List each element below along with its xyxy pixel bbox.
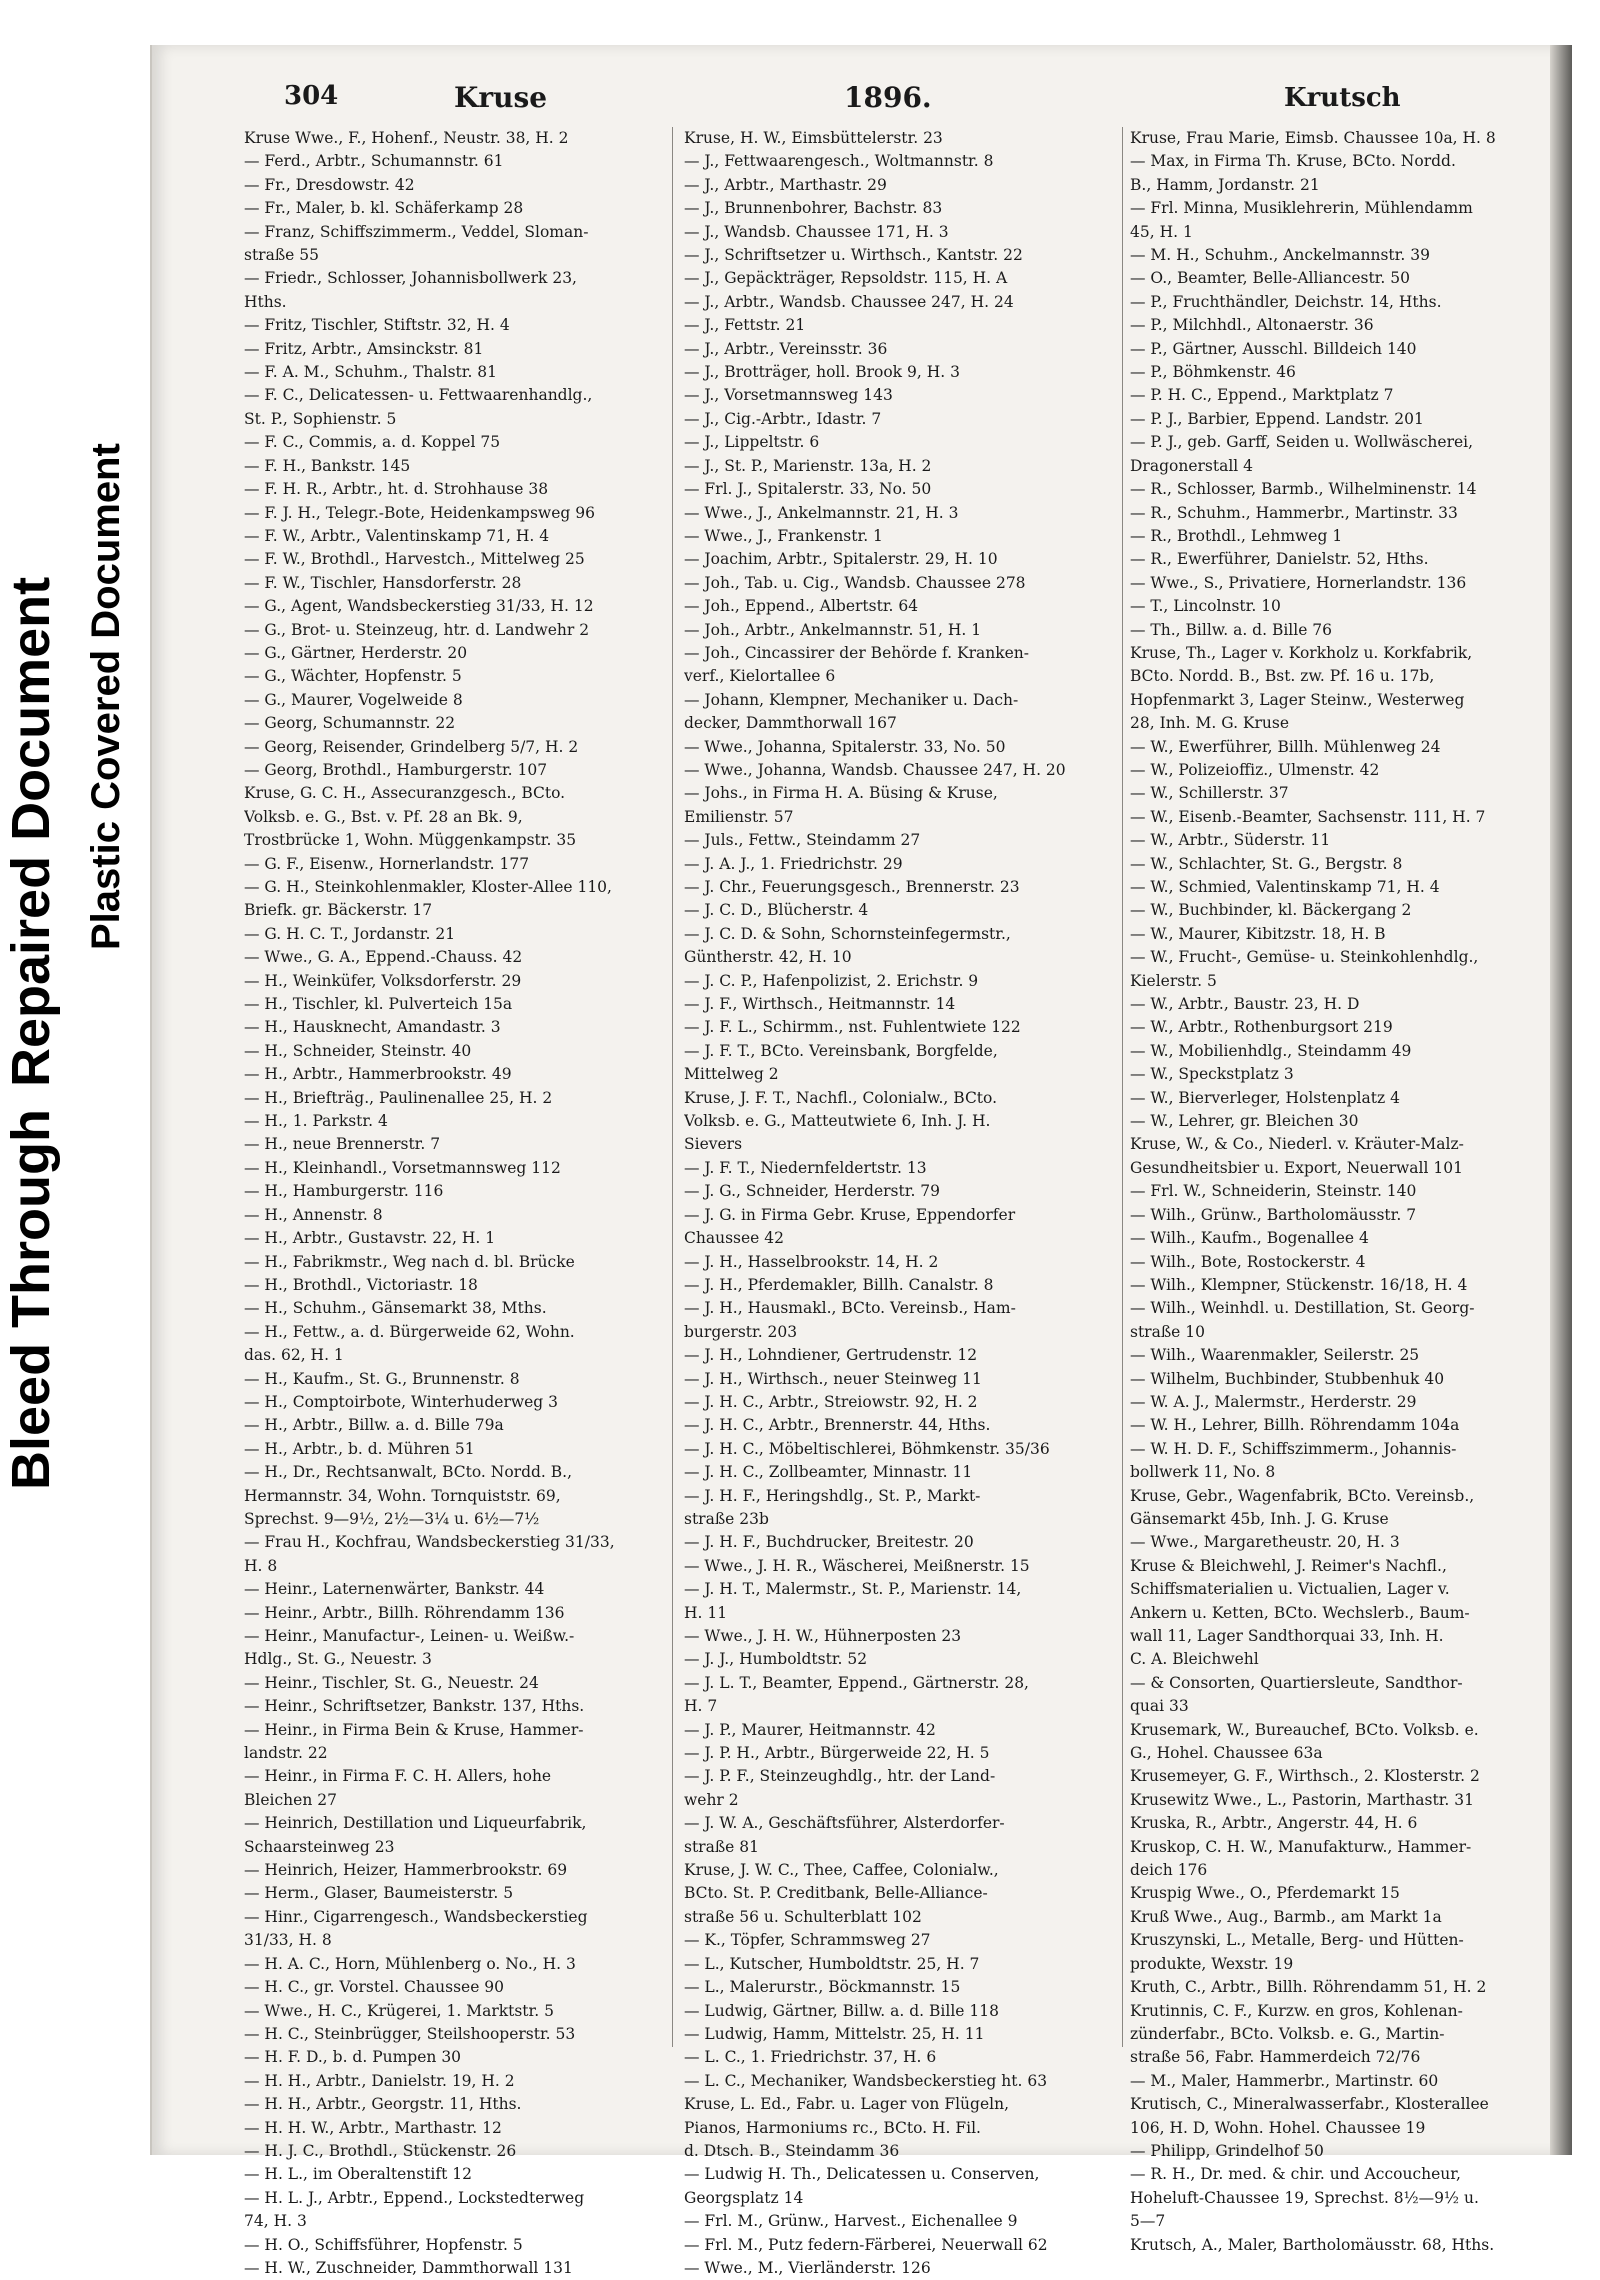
directory-entry: — J. C. P., Hafenpolizist, 2. Erichstr. 9 (684, 971, 979, 990)
directory-entry: Krutinnis, C. F., Kurzw. en gros, Kohlenan- (1130, 2001, 1463, 2020)
column-divider (672, 127, 673, 2047)
directory-entry: — J., Arbtr., Vereinsstr. 36 (684, 339, 888, 358)
directory-entry: — Juls., Fettw., Steindamm 27 (684, 831, 921, 850)
directory-entry: Kruse Wwe., F., Hohenf., Neustr. 38, H. 2 (244, 129, 569, 147)
directory-entry: — H. H. W., Arbtr., Marthastr. 12 (244, 2118, 502, 2137)
directory-entry: — H. W., Zuschneider, Dammthorwall 131 (244, 2258, 573, 2277)
directory-entry: — W., Maurer, Kibitzstr. 18, H. B (1130, 924, 1386, 943)
directory-entry: — R., Schuhm., Hammerbr., Martinstr. 33 (1130, 503, 1458, 522)
directory-entry: — H., Dr., Rechtsanwalt, BCto. Nordd. B., (244, 1463, 573, 1482)
directory-entry: Hdlg., St. G., Neuestr. 3 (244, 1650, 432, 1669)
directory-entry: — Wwe., Johanna, Wandsb. Chaussee 247, H. 20 (684, 760, 1066, 779)
directory-entry: — H., Schuhm., Gänsemarkt 38, Mths. (244, 1299, 547, 1318)
directory-entry: straße 55 (244, 246, 320, 265)
directory-entry: Kruspig Wwe., O., Pferdemarkt 15 (1130, 1884, 1400, 1903)
directory-entry: — Heinr., Manufactur-, Leinen- u. Weißw.- (244, 1627, 575, 1645)
directory-entry: — R., Schlosser, Barmb., Wilhelminenstr. 14 (1130, 480, 1477, 499)
directory-entry: — H., Comptoirbote, Winterhuderweg 3 (244, 1392, 559, 1411)
directory-entry: — J. H. C., Arbtr., Streiowstr. 92, H. 2 (684, 1392, 978, 1411)
directory-entry: Krusewitz Wwe., L., Pastorin, Marthastr. 31 (1130, 1790, 1475, 1809)
directory-entry: — H. C., gr. Vorstel. Chaussee 90 (244, 1978, 505, 1997)
directory-entry: — J., Brotträger, holl. Brook 9, H. 3 (684, 363, 960, 382)
directory-entry: — J. F. T., BCto. Vereinsbank, Borgfelde, (684, 1041, 998, 1060)
directory-entry: BCto. Nordd. B., Bst. zw. Pf. 16 u. 17b, (1130, 667, 1435, 686)
directory-entry: — Th., Billw. a. d. Bille 76 (1130, 620, 1333, 639)
directory-entry: — L. C., 1. Friedrichstr. 37, H. 6 (684, 2048, 937, 2067)
directory-entry: — H. A. C., Horn, Mühlenberg o. No., H. 3 (244, 1954, 576, 1973)
directory-entry: — H., Briefträg., Paulinenallee 25, H. 2 (244, 1088, 553, 1107)
directory-entry: — Wwe., M., Vierländerstr. 126 (684, 2258, 931, 2277)
directory-entry: — F. C., Delicatessen- u. Fettwaarenhandlg., (244, 386, 593, 405)
directory-entry: Kruse & Bleichwehl, J. Reimer's Nachfl., (1130, 1556, 1447, 1575)
directory-entry: Georgsplatz 14 (684, 2188, 804, 2207)
directory-entry: Gänsemarkt 45b, Inh. J. G. Kruse (1130, 1509, 1389, 1528)
directory-entry: — Wilh., Weinhdl. u. Destillation, St. Georg- (1130, 1299, 1475, 1318)
directory-entry: — J. H., Wirthsch., neuer Steinweg 11 (684, 1369, 982, 1388)
scanned-page (150, 45, 1572, 2277)
directory-column-1 (244, 127, 664, 2280)
directory-entry: Kielerstr. 5 (1130, 971, 1217, 990)
directory-entry: — J. C. D. & Sohn, Schornsteinfegermstr., (684, 924, 1011, 943)
directory-entry: — J. H. F., Buchdrucker, Breitestr. 20 (684, 1533, 974, 1552)
directory-entry: — F. W., Brothdl., Harvestch., Mittelweg 25 (244, 550, 585, 569)
directory-entry: — J., Brunnenbohrer, Bachstr. 83 (684, 199, 943, 218)
directory-entry: produkte, Wexstr. 19 (1130, 1954, 1294, 1973)
directory-entry: Briefk. gr. Bäckerstr. 17 (244, 901, 433, 920)
directory-entry: — H. L., im Oberaltenstift 12 (244, 2165, 473, 2184)
directory-entry: Schiffsmaterialien u. Victualien, Lager v. (1130, 1580, 1450, 1599)
directory-entry: — Franz, Schiffszimmerm., Veddel, Sloman- (244, 222, 589, 241)
directory-entry: — Frl. W., Schneiderin, Steinstr. 140 (1130, 1182, 1417, 1201)
directory-entry: — H., Arbtr., Gustavstr. 22, H. 1 (244, 1229, 496, 1248)
directory-entry: — J., Vorsetmannsweg 143 (684, 386, 893, 405)
directory-entry: — J. H., Lohndiener, Gertrudenstr. 12 (684, 1346, 978, 1365)
directory-entry: — J. G. in Firma Gebr. Kruse, Eppendorfer (684, 1205, 1016, 1224)
directory-entry: — Joh., Arbtr., Ankelmannstr. 51, H. 1 (684, 620, 982, 639)
directory-entry: — Wilh., Grünw., Bartholomäusstr. 7 (1130, 1205, 1417, 1224)
directory-entry: Güntherstr. 42, H. 10 (684, 948, 852, 967)
directory-entry: d. Dtsch. B., Steindamm 36 (684, 2141, 900, 2160)
left-running-head: Kruse (454, 81, 548, 114)
directory-entry: — Ludwig, Hamm, Mittelstr. 25, H. 11 (684, 2024, 985, 2043)
directory-entry: Kruse, Gebr., Wagenfabrik, BCto. Vereinsb., (1130, 1486, 1475, 1505)
directory-entry: — J. H., Hasselbrookstr. 14, H. 2 (684, 1252, 939, 1271)
directory-entry: Emilienstr. 57 (684, 807, 794, 826)
directory-entry: — W., Eisenb.-Beamter, Sachsenstr. 111, H. 7 (1130, 807, 1486, 826)
side-label-primary (0, 577, 62, 1490)
directory-entry: — G., Gärtner, Herderstr. 20 (244, 643, 468, 662)
directory-entry: Kruth, C., Arbtr., Billh. Röhrendamm 51, H. 2 (1130, 1978, 1487, 1997)
directory-entry: — Frl. J., Spitalerstr. 33, No. 50 (684, 480, 932, 499)
directory-entry: — H., 1. Parkstr. 4 (244, 1112, 388, 1131)
directory-entry: Kruska, R., Arbtr., Angerstr. 44, H. 6 (1130, 1814, 1418, 1833)
column-divider (1122, 127, 1123, 2047)
directory-entry: — Joh., Eppend., Albertstr. 64 (684, 597, 919, 616)
directory-entry: — J., Fettstr. 21 (684, 316, 806, 335)
directory-entry: — P., Böhmkenstr. 46 (1130, 363, 1296, 382)
directory-entry: straße 10 (1130, 1322, 1206, 1341)
directory-entry: — J. P. F., Steinzeughdlg., htr. der Land- (684, 1767, 996, 1786)
directory-entry: — J., Wandsb. Chaussee 171, H. 3 (684, 222, 949, 241)
directory-entry: — W., Arbtr., Rothenburgsort 219 (1130, 1018, 1393, 1037)
bleed-through-label: Bleed Through (1, 1109, 61, 1490)
directory-entry: Sprechst. 9—9½, 2½—3¼ u. 6½—7½ (244, 1509, 540, 1528)
directory-entry: Kruse, L. Ed., Fabr. u. Lager von Flügeln, (684, 2095, 1010, 2114)
directory-entry: Schaarsteinweg 23 (244, 1837, 395, 1856)
directory-entry: — Herm., Glaser, Baumeisterstr. 5 (244, 1884, 514, 1903)
directory-entry: — Joh., Tab. u. Cig., Wandsb. Chaussee 278 (684, 573, 1026, 592)
directory-entry: — Wilh., Klempner, Stückenstr. 16/18, H. 4 (1130, 1275, 1468, 1294)
directory-entry: — H., Arbtr., Hammerbrookstr. 49 (244, 1065, 512, 1084)
directory-entry: — Max, in Firma Th. Kruse, BCto. Nordd. (1130, 152, 1456, 171)
directory-entry: — Wwe., Johanna, Spitalerstr. 33, No. 50 (684, 737, 1006, 756)
directory-entry: — H., Fettw., a. d. Bürgerweide 62, Wohn. (244, 1322, 575, 1341)
directory-entry: — W., Schillerstr. 37 (1130, 784, 1289, 803)
directory-entry: Kruse, J. W. C., Thee, Caffee, Colonialw., (684, 1861, 999, 1880)
directory-entry: H. 8 (244, 1556, 278, 1575)
directory-entry: — J. J., Humboldtstr. 52 (684, 1650, 868, 1669)
directory-entry: straße 56 u. Schulterblatt 102 (684, 1907, 922, 1926)
directory-entry: — R. H., Dr. med. & chir. und Accoucheur, (1130, 2165, 1461, 2184)
directory-entry: Sievers (684, 1135, 743, 1154)
directory-entry: 5—7 (1130, 2212, 1166, 2231)
directory-entry: — H., Weinküfer, Volksdorferstr. 29 (244, 971, 522, 990)
directory-entry: — H., neue Brennerstr. 7 (244, 1135, 441, 1154)
directory-entry: — F. W., Tischler, Hansdorferstr. 28 (244, 573, 522, 592)
directory-entry: — H. L. J., Arbtr., Eppend., Lockstedterweg (244, 2188, 585, 2207)
directory-entry: — Johs., in Firma H. A. Büsing & Kruse, (684, 784, 998, 803)
directory-entry: — J. H., Hausmakl., BCto. Vereinsb., Ham- (684, 1299, 1016, 1318)
directory-entry: — Fr., Dresdowstr. 42 (244, 175, 415, 194)
directory-entry: — J., Schriftsetzer u. Wirthsch., Kantstr. 22 (684, 246, 1023, 265)
directory-entry: — Heinr., in Firma Bein & Kruse, Hammer- (244, 1720, 584, 1739)
year-heading: 1896. (844, 81, 932, 114)
directory-entry: straße 81 (684, 1837, 760, 1856)
directory-entry: G., Hohel. Chaussee 63a (1130, 1744, 1323, 1763)
directory-entry: H. 7 (684, 1697, 718, 1716)
directory-entry: — J. Chr., Feuerungsgesch., Brennerstr. 23 (684, 878, 1020, 896)
directory-entry: — J. H. C., Arbtr., Brennerstr. 44, Hths. (684, 1416, 991, 1435)
directory-entry: landstr. 22 (244, 1744, 328, 1763)
directory-entry: — G., Agent, Wandsbeckerstieg 31/33, H. 12 (244, 597, 594, 616)
directory-entry: — Wwe., Margaretheustr. 20, H. 3 (1130, 1533, 1400, 1552)
directory-entry: Kruse, Frau Marie, Eimsb. Chaussee 10a, H. 8 (1130, 129, 1496, 147)
page-edge-shadow (1550, 45, 1572, 2155)
directory-entry: — P. H. C., Eppend., Marktplatz 7 (1130, 386, 1394, 405)
directory-entry: 28, Inh. M. G. Kruse (1130, 714, 1290, 733)
directory-entry: — G., Wächter, Hopfenstr. 5 (244, 667, 462, 686)
directory-entry: — Philipp, Grindelhof 50 (1130, 2141, 1324, 2160)
side-label-panel (0, 0, 130, 2177)
directory-entry: — H., Brothdl., Victoriastr. 18 (244, 1275, 478, 1294)
directory-entry: — Ludwig H. Th., Delicatessen u. Conserven, (684, 2165, 1040, 2184)
directory-entry: — Hinr., Cigarrengesch., Wandsbeckerstieg (244, 1907, 588, 1926)
directory-entry: — Georg, Brothdl., Hamburgerstr. 107 (244, 760, 548, 779)
directory-entry: — W., Polizeioffiz., Ulmenstr. 42 (1130, 760, 1380, 779)
directory-entry: — G., Brot- u. Steinzeug, htr. d. Landwehr 2 (244, 620, 590, 639)
directory-entry: — J. P. H., Arbtr., Bürgerweide 22, H. 5 (684, 1744, 990, 1763)
directory-entry: — Wwe., G. A., Eppend.-Chauss. 42 (244, 948, 523, 967)
directory-entry: Kruse, W., & Co., Niederl. v. Kräuter-Malz- (1130, 1135, 1464, 1154)
directory-entry: — F. H., Bankstr. 145 (244, 456, 411, 475)
directory-entry: — H., Tischler, kl. Pulverteich 15a (244, 995, 513, 1014)
directory-entry: deich 176 (1130, 1861, 1208, 1880)
directory-entry: Kruszynski, L., Metalle, Berg- und Hütten- (1130, 1931, 1464, 1950)
directory-entry: Kruskop, C. H. W., Manufakturw., Hammer- (1130, 1837, 1472, 1856)
directory-entry: — Heinr., in Firma F. C. H. Allers, hohe (244, 1767, 552, 1786)
directory-entry: C. A. Bleichwehl (1130, 1650, 1259, 1669)
directory-entry: — W., Ewerführer, Billh. Mühlenweg 24 (1130, 737, 1441, 756)
directory-entry: — Heinr., Schriftsetzer, Bankstr. 137, Hths. (244, 1697, 585, 1716)
directory-entry: — H., Kaufm., St. G., Brunnenstr. 8 (244, 1369, 520, 1388)
directory-entry: — H., Arbtr., Billw. a. d. Bille 79a (244, 1416, 504, 1435)
directory-entry: — Frl. Minna, Musiklehrerin, Mühlendamm (1130, 199, 1473, 218)
directory-entry: — Heinr., Arbtr., Billh. Röhrendamm 136 (244, 1603, 565, 1622)
directory-entry: Kruß Wwe., Aug., Barmb., am Markt 1a (1130, 1907, 1442, 1926)
directory-entry: — H. J. C., Brothdl., Stückenstr. 26 (244, 2141, 517, 2160)
directory-entry: — Friedr., Schlosser, Johannisbollwerk 23, (244, 269, 577, 288)
directory-entry: — W., Mobilienhdlg., Steindamm 49 (1130, 1041, 1412, 1060)
directory-entry: wall 11, Lager Sandthorquai 33, Inh. H. (1130, 1627, 1444, 1645)
directory-entry: Ankern u. Ketten, BCto. Wechslerb., Baum- (1130, 1603, 1470, 1622)
directory-entry: — P. J., geb. Garff, Seiden u. Wollwäscherei, (1130, 433, 1474, 452)
directory-entry: — W., Arbtr., Baustr. 23, H. D (1130, 995, 1360, 1014)
directory-entry: — J. W. A., Geschäftsführer, Alsterdorfer- (684, 1814, 1005, 1833)
directory-entry: — J. G., Schneider, Herderstr. 79 (684, 1182, 941, 1201)
directory-entry: — W., Frucht-, Gemüse- u. Steinkohlenhdlg., (1130, 948, 1479, 967)
directory-entry: — L., Malerurstr., Böckmannstr. 15 (684, 1978, 961, 1997)
directory-entry: — Heinrich, Heizer, Hammerbrookstr. 69 (244, 1861, 568, 1880)
directory-entry: — Wwe., J. H. W., Hühnerposten 23 (684, 1627, 962, 1645)
directory-entry: Krutisch, C., Mineralwasserfabr., Klosterallee (1130, 2095, 1489, 2114)
directory-column-2 (684, 127, 1116, 2280)
directory-entry: — L., Kutscher, Humboldtstr. 25, H. 7 (684, 1954, 980, 1973)
directory-entry: Hoheluft-Chaussee 19, Sprechst. 8½—9½ u. (1130, 2188, 1479, 2207)
directory-entry: — F. H. R., Arbtr., ht. d. Strohhause 38 (244, 480, 549, 499)
directory-entry: — J. H. C., Möbeltischlerei, Böhmkenstr. 35/36 (684, 1439, 1050, 1458)
directory-entry: St. P., Sophienstr. 5 (244, 409, 397, 428)
directory-entry: H. 11 (684, 1603, 728, 1622)
directory-entry: — J. C. D., Blücherstr. 4 (684, 901, 869, 920)
directory-entry: Gesundheitsbier u. Export, Neuerwall 101 (1130, 1158, 1463, 1177)
directory-entry: — H. H., Arbtr., Georgstr. 11, Hths. (244, 2095, 522, 2114)
directory-entry: — Fr., Maler, b. kl. Schäferkamp 28 (244, 199, 524, 218)
directory-entry: — Joh., Cincassirer der Behörde f. Kranken- (684, 643, 1030, 662)
directory-entry: — Ludwig, Gärtner, Billw. a. d. Bille 118 (684, 2001, 999, 2020)
directory-entry: — W., Speckstplatz 3 (1130, 1065, 1294, 1084)
directory-entry: — Wwe., J., Frankenstr. 1 (684, 526, 883, 545)
directory-entry: — K., Töpfer, Schrammsweg 27 (684, 1931, 931, 1950)
directory-entry: — Georg, Reisender, Grindelberg 5/7, H. 2 (244, 737, 579, 756)
directory-entry: — Heinrich, Destillation und Liqueurfabrik, (244, 1814, 587, 1833)
directory-entry: — W., Schmied, Valentinskamp 71, H. 4 (1130, 878, 1440, 896)
directory-entry: — J. L. T., Beamter, Eppend., Gärtnerstr. 28, (684, 1673, 1029, 1692)
directory-entry: — G. H. C. T., Jordanstr. 21 (244, 924, 456, 943)
directory-entry: — & Consorten, Quartiersleute, Sandthor- (1130, 1673, 1463, 1692)
directory-entry: — J., Gepäckträger, Repsoldstr. 115, H. A (684, 269, 1008, 288)
directory-entry: — Frl. M., Putz federn-Färberei, Neuerwall 62 (684, 2235, 1048, 2254)
directory-entry: — R., Brothdl., Lehmweg 1 (1130, 526, 1343, 545)
directory-entry: — J., Cig.-Arbtr., Idastr. 7 (684, 409, 882, 428)
directory-entry: — F. A. M., Schuhm., Thalstr. 81 (244, 363, 498, 382)
directory-entry: Kruse, H. W., Eimsbüttelerstr. 23 (684, 129, 943, 147)
directory-entry: — Wilh., Waarenmakler, Seilerstr. 25 (1130, 1346, 1420, 1365)
directory-entry: — T., Lincolnstr. 10 (1130, 597, 1281, 616)
directory-entry: wehr 2 (684, 1790, 739, 1809)
directory-entry: — J. H. T., Malermstr., St. P., Marienstr. 14, (684, 1580, 1022, 1599)
directory-entry: decker, Dammthorwall 167 (684, 714, 897, 733)
directory-entry: bollwerk 11, No. 8 (1130, 1463, 1276, 1482)
directory-entry: — R., Ewerführer, Danielstr. 52, Hths. (1130, 550, 1429, 569)
directory-entry: Hermannstr. 34, Wohn. Tornquiststr. 69, (244, 1486, 561, 1505)
plastic-covered-label: Plastic Covered Document (84, 443, 128, 950)
page-header (284, 81, 1484, 121)
repaired-document-label: Repaired Document (1, 576, 61, 1088)
directory-entry: — Heinr., Tischler, St. G., Neuestr. 24 (244, 1673, 539, 1692)
directory-entry: — J. F., Wirthsch., Heitmannstr. 14 (684, 995, 956, 1014)
directory-entry: — J., St. P., Marienstr. 13a, H. 2 (684, 456, 932, 475)
directory-entry: — H. C., Steinbrügger, Steilshooperstr. 53 (244, 2024, 576, 2043)
directory-entry: Trostbrücke 1, Wohn. Müggenkampstr. 35 (244, 831, 577, 850)
directory-entry: — O., Beamter, Belle-Alliancestr. 50 (1130, 269, 1410, 288)
directory-entry: — M., Maler, Hammerbr., Martinstr. 60 (1130, 2071, 1439, 2090)
directory-entry: 31/33, H. 8 (244, 1931, 332, 1950)
directory-entry: — H. F. D., b. d. Pumpen 30 (244, 2048, 462, 2067)
directory-column-3 (1130, 127, 1548, 2257)
directory-entry: — H., Hamburgerstr. 116 (244, 1182, 444, 1201)
directory-entry: Hths. (244, 292, 287, 311)
directory-entry: Bleichen 27 (244, 1790, 337, 1809)
right-running-head: Krutsch (1284, 83, 1401, 113)
directory-entry: verf., Kielortallee 6 (684, 667, 836, 686)
directory-entry: — J., Arbtr., Wandsb. Chaussee 247, H. 24 (684, 292, 1014, 311)
directory-entry: burgerstr. 203 (684, 1322, 798, 1341)
directory-entry: Krusemark, W., Bureauchef, BCto. Volksb. e. (1130, 1720, 1479, 1739)
directory-entry: — H. H., Arbtr., Danielstr. 19, H. 2 (244, 2071, 515, 2090)
directory-entry: 106, H. D, Wohn. Hohel. Chaussee 19 (1130, 2118, 1426, 2137)
directory-entry: — Fritz, Tischler, Stiftstr. 32, H. 4 (244, 316, 510, 335)
directory-entry: — W., Buchbinder, kl. Bäckergang 2 (1130, 901, 1412, 920)
directory-entry: — J. P., Maurer, Heitmannstr. 42 (684, 1720, 936, 1739)
directory-entry: — J. H., Pferdemakler, Billh. Canalstr. 8 (684, 1275, 994, 1294)
directory-entry: Kruse, J. F. T., Nachfl., Colonialw., BCto. (684, 1088, 998, 1107)
directory-entry: — H., Hausknecht, Amandastr. 3 (244, 1018, 501, 1037)
directory-entry: — G. H., Steinkohlenmakler, Kloster-Allee 110, (244, 878, 612, 896)
directory-entry: B., Hamm, Jordanstr. 21 (1130, 175, 1320, 194)
directory-entry: Volksb. e. G., Matteutwiete 6, Inh. J. H. (684, 1112, 991, 1131)
directory-entry: — Johann, Klempner, Mechaniker u. Dach- (684, 690, 1019, 709)
directory-entry: — Wwe., J. H. R., Wäscherei, Meißnerstr. 15 (684, 1556, 1030, 1575)
directory-entry: — Wilhelm, Buchbinder, Stubbenhuk 40 (1130, 1369, 1445, 1388)
directory-entry: — Joachim, Arbtr., Spitalerstr. 29, H. 10 (684, 550, 998, 569)
directory-entry: — H., Annenstr. 8 (244, 1205, 383, 1224)
directory-entry: — Wwe., S., Privatiere, Hornerlandstr. 136 (1130, 573, 1467, 592)
directory-entry: — Wilh., Kaufm., Bogenallee 4 (1130, 1229, 1369, 1248)
directory-entry: — H., Kleinhandl., Vorsetmannsweg 112 (244, 1158, 561, 1177)
directory-entry: — G. F., Eisenw., Hornerlandstr. 177 (244, 854, 530, 873)
directory-entry: Chaussee 42 (684, 1229, 784, 1248)
directory-entry: — J., Fettwaarengesch., Woltmannstr. 8 (684, 152, 994, 171)
directory-entry: — F. J. H., Telegr.-Bote, Heidenkampsweg 96 (244, 503, 595, 522)
directory-entry: — Ferd., Arbtr., Schumannstr. 61 (244, 152, 504, 171)
directory-entry: — Frau H., Kochfrau, Wandsbeckerstieg 31/33, (244, 1533, 615, 1552)
directory-entry: — Heinr., Laternenwärter, Bankstr. 44 (244, 1580, 545, 1599)
directory-entry: — J. H. C., Zollbeamter, Minnastr. 11 (684, 1463, 973, 1482)
directory-entry: — W. H. D. F., Schiffszimmerm., Johannis- (1130, 1439, 1457, 1458)
directory-entry: Volksb. e. G., Bst. v. Pf. 28 an Bk. 9, (244, 807, 523, 826)
directory-entry: — G., Maurer, Vogelweide 8 (244, 690, 463, 709)
directory-entry: straße 56, Fabr. Hammerdeich 72/76 (1130, 2048, 1421, 2067)
directory-entry: — J., Lippeltstr. 6 (684, 433, 820, 452)
directory-entry: 45, H. 1 (1130, 222, 1193, 241)
directory-entry: — F. W., Arbtr., Valentinskamp 71, H. 4 (244, 526, 550, 545)
directory-entry: zünderfabr., BCto. Volksb. e. G., Martin- (1130, 2024, 1445, 2043)
directory-entry: Dragonerstall 4 (1130, 456, 1254, 475)
directory-entry: — W., Lehrer, gr. Bleichen 30 (1130, 1112, 1359, 1131)
directory-entry: — J., Arbtr., Marthastr. 29 (684, 175, 887, 194)
page-number: 304 (284, 81, 339, 111)
directory-entry: — Wwe., H. C., Krügerei, 1. Marktstr. 5 (244, 2001, 554, 2020)
directory-entry: — J. F. T., Niedernfeldertstr. 13 (684, 1158, 927, 1177)
directory-entry: — P., Milchhdl., Altonaerstr. 36 (1130, 316, 1374, 335)
directory-entry: — Wwe., J., Ankelmannstr. 21, H. 3 (684, 503, 959, 522)
directory-entry: — J. A. J., 1. Friedrichstr. 29 (684, 854, 903, 873)
directory-entry: — W. A. J., Malermstr., Herderstr. 29 (1130, 1392, 1417, 1411)
directory-entry: Kruse, Th., Lager v. Korkholz u. Korkfabrik, (1130, 643, 1473, 662)
directory-entry: — H., Schneider, Steinstr. 40 (244, 1041, 472, 1060)
directory-entry: — M. H., Schuhm., Anckelmannstr. 39 (1130, 246, 1430, 265)
directory-entry: das. 62, H. 1 (244, 1346, 344, 1365)
directory-entry: — H., Arbtr., b. d. Mühren 51 (244, 1439, 475, 1458)
directory-entry: Pianos, Harmoniums rc., BCto. H. Fil. (684, 2118, 981, 2137)
directory-entry: — W., Schlachter, St. G., Bergstr. 8 (1130, 854, 1403, 873)
directory-entry: quai 33 (1130, 1697, 1189, 1716)
directory-entry: — W., Arbtr., Süderstr. 11 (1130, 831, 1331, 850)
directory-entry: — P., Gärtner, Ausschl. Billdeich 140 (1130, 339, 1417, 358)
directory-entry: — J. F. L., Schirmm., nst. Fuhlentwiete 122 (684, 1018, 1021, 1037)
directory-entry: — W., Bierverleger, Holstenplatz 4 (1130, 1088, 1400, 1107)
directory-entry: — Georg, Schumannstr. 22 (244, 714, 456, 733)
directory-entry: — Fritz, Arbtr., Amsinckstr. 81 (244, 339, 484, 358)
directory-entry: Krusemeyer, G. F., Wirthsch., 2. Klosterstr. 2 (1130, 1767, 1480, 1786)
directory-entry: — L. C., Mechaniker, Wandsbeckerstieg ht. 63 (684, 2071, 1048, 2090)
directory-entry: — F. C., Commis, a. d. Koppel 75 (244, 433, 501, 452)
directory-entry: straße 23b (684, 1509, 769, 1528)
directory-entry: — Frl. M., Grünw., Harvest., Eichenallee 9 (684, 2212, 1018, 2231)
directory-entry: — P. J., Barbier, Eppend. Landstr. 201 (1130, 409, 1424, 428)
directory-entry: — H., Fabrikmstr., Weg nach d. bl. Brücke (244, 1252, 575, 1271)
directory-entry: — J. H. F., Heringshdlg., St. P., Markt- (684, 1486, 981, 1505)
directory-entry: Kruse, G. C. H., Assecuranzgesch., BCto. (244, 784, 566, 803)
directory-entry: — Wilh., Bote, Rostockerstr. 4 (1130, 1252, 1366, 1271)
directory-entry: — P., Fruchthändler, Deichstr. 14, Hths. (1130, 292, 1442, 311)
directory-entry: Krutsch, A., Maler, Bartholomäusstr. 68, Hths. (1130, 2235, 1495, 2254)
directory-entry: BCto. St. P. Creditbank, Belle-Alliance- (684, 1884, 988, 1903)
directory-entry: — H. O., Schiffsführer, Hopfenstr. 5 (244, 2235, 523, 2254)
directory-entry: Mittelweg 2 (684, 1065, 779, 1084)
directory-entry: 74, H. 3 (244, 2212, 307, 2231)
directory-entry: Hopfenmarkt 3, Lager Steinw., Westerweg (1130, 690, 1465, 709)
directory-entry: — W. H., Lehrer, Billh. Röhrendamm 104a (1130, 1416, 1460, 1435)
